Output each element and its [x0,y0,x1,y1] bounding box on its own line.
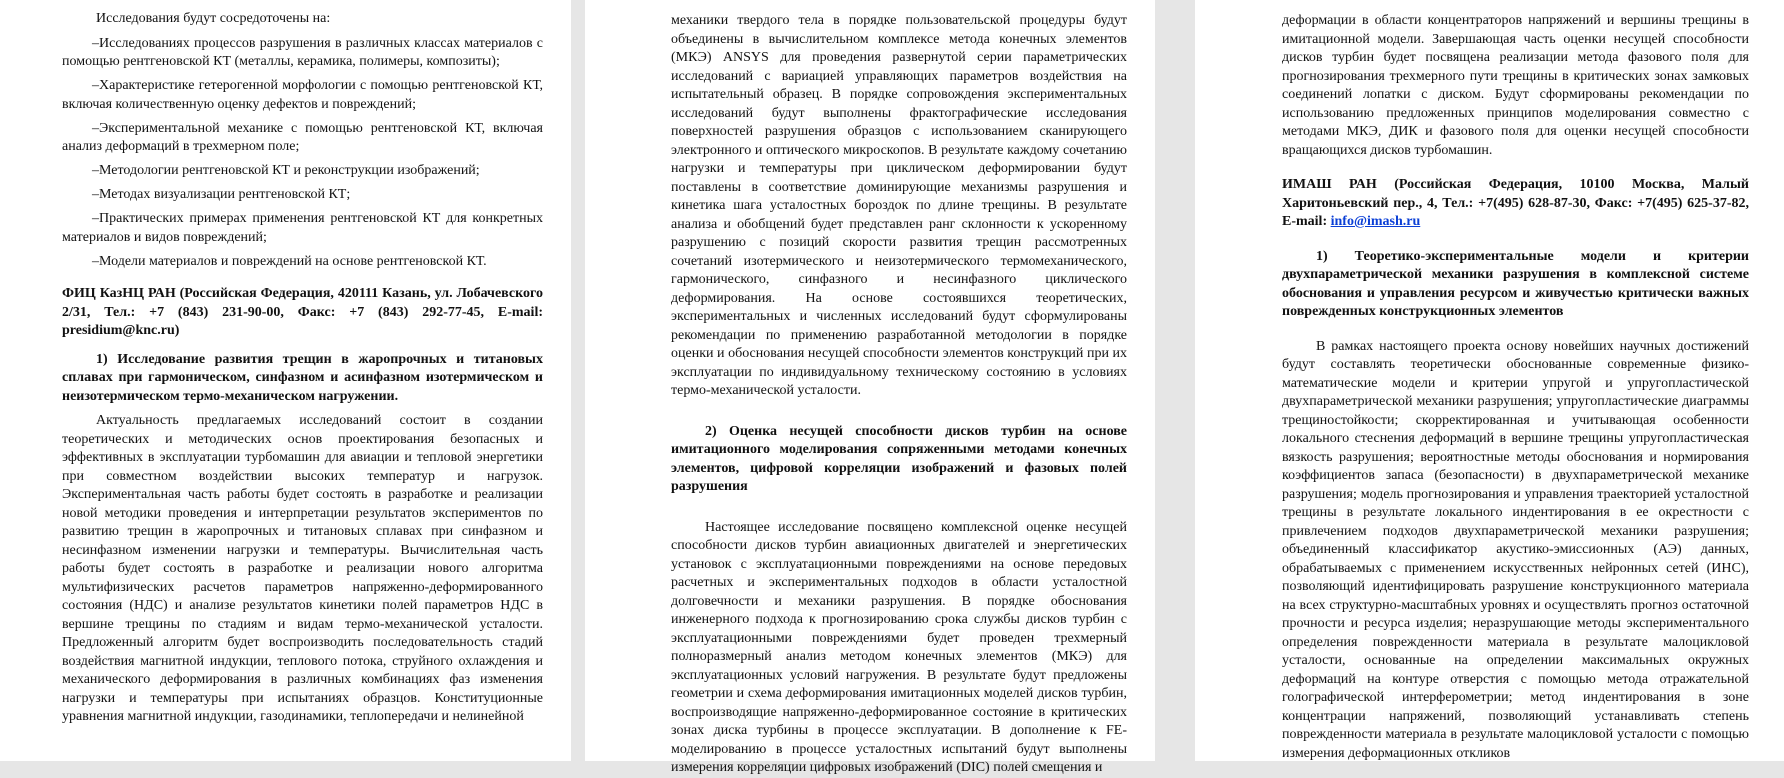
list-item: –Методологии рентгеновской КТ и реконструкции изображений; [92,163,480,179]
body-paragraph: Актуальность предлагаемых исследований состоит в создании теоретических и методических основ проектирования безопасных и эффективных в эксплуатации турбомашин для авиации и тепловой энергетики при совместном воздействии высоких температур и нагрузок. Экспериментальная часть работы будет состоять в разработке и реализации новой методики проведения и интерпретации результатов экспериментов по развитию трещин в жаропрочных и титановых сплавах при синфазном и несинфазном изменении нагрузки и температуры. Вычислительная часть работы будет состоять в разработке и реализации нового алгоритма мультифизических расчетов параметров напряженно-деформированного состояния (НДС) и анализе результатов кинетики полей параметров НДС в вершине трещины по стадиям и видам термо-механической усталости. Предложенный алгоритм будет воспроизводить последовательность стадий воздействия магнитной индукции, теплового потока, струйного охлаждения и механического деформирования в различных комбинациях фаз изменения нагрузки и температуры при испытаниях образцов. Конституционные уравнения магнитной индукции, газодинамики, теплопередачи и нелинейной [62,413,543,725]
body-paragraph: Настоящее исследование посвящено комплексной оценке несущей способности дисков турбин авиационных двигателей и энергетических установок с эксплуатационными повреждениями на основе передовых расчетных и экспериментальных подходов в области усталостной долговечности и механики разрушения. В порядке обоснования инженерного подхода к прогнозированию срока службы дисков турбин с эксплуатационными повреждениями будет проведен трехмерный полноразмерный анализ методом конечных элементов (МКЭ) для эксплуатационных условий нагружения. В результате будут предложены геометрии и схема деформирования имитационных моделей дисков турбин, воспроизводящие напряженно-деформированное состояние в критических зонах диска турбины в процессе эксплуатации. В дополнение к FE-моделированию в процессе усталостных испытаний будут выполнены измерения корреляции цифровых изображений (DIC) полей смещения и [671,519,1127,775]
spacer [1282,160,1749,176]
section-title: 1) Теоретико-экспериментальные модели и критерии двухпараметрической механики разрушения в комплексной системе обоснования и управления ресурсом и живучестью критически важных поврежденных конструкционных элементов [1282,248,1749,319]
body-paragraph: механики твердого тела в порядке пользовательской процедуры будут объединены в вычислительном комплексе метода конечных элементов (МКЭ) ANSYS для проведения развернутой серии параметрических исследований с вариацией управляющих параметров воздействия на испытательный образец. В порядке сопровождения экспериментальных исследований будут выполнены фрактографические исследования поверхностей разрушения образцов с использованием сканирующего электронного и оптического микроскопов. В результате каждому сочетанию нагрузки и температуры при циклическом деформировании будут поставлены в соответствие доминирующие механизмы разрушения и кинетика шага усталостных бороздок по длине трещины. В результате анализа и обобщений будет представлен ранг склонности к ускоренному разрушению с позиций скорости развития трещин рассмотренных сочетаний изотермического и неизотермического термомеханического, гармонического, синфазного и несинфазного циклического деформирования. На основе состоявшихся теоретических, экспериментальных и численных исследований будут сформулированы рекомендации по применению разработанной методологии в порядке оценки и обоснования несущей способности элементов конструкций при их эксплуатации по индивидуальному техническому состоянию в условиях термо-механической усталости. [671,13,1127,398]
section-title: 2) Оценка несущей способности дисков турбин на основе имитационного моделирования сопряженными методами конечных элементов, цифровой корреляции изображений и фазовых полей разрушения [671,423,1127,494]
organization-header: ФИЦ КазНЦ РАН (Российская Федерация, 420111 Казань, ул. Лобачевского 2/31, Тел.: +7 (843) 231-90-00, Факс: +7 (843) 292-77-45, E-mail: presidium@knc.ru) [62,286,543,339]
spacer [671,497,1127,519]
body-paragraph: деформации в области концентраторов напряжений и вершины трещины в имитационной модели. Завершающая часть оценки несущей способности дисков турбин будет посвящена реализации метода фазового поля для прогнозирования трехмерного пути трещины в критических зонах замковых соединений лопатки с диском. Будут сформированы рекомендации по использованию предложенных принципов моделирования совместно с методами МКЭ, ДИК и фазового поля для оценки несущей способности вращающихся дисков турбомашин. [1282,13,1749,158]
list-item: –Экспериментальной механике с помощью рентгеновской КТ, включая анализ деформаций в трехмерном поле; [62,120,543,155]
spacer [62,277,543,285]
spacer [671,401,1127,423]
list-item: –Исследованиях процессов разрушения в различных классах материалов с помощью рентгеновской КТ (металлы, керамика, полимеры, композиты); [62,35,543,69]
spacer [1282,232,1749,248]
intro-line: Исследования будут сосредоточены на: [96,11,331,26]
list-item: –Модели материалов и повреждений на основе рентгеновской КТ. [92,254,487,270]
organization-header-text: ИМАШ РАН (Российская Федерация, 10100 Москва, Малый Харитоньевский пер., 4, Тел.: +7(495) 628-87-30, Факс: +7(495) 625-37-82, E-mail: [1282,177,1749,229]
spacer [1282,322,1749,338]
document-page-1 [0,0,571,761]
list-item: –Характеристике гетерогенной морфологии с помощью рентгеновской КТ, включая количественную оценку дефектов и повреждений; [62,78,543,112]
list-item: –Методах визуализации рентгеновской КТ; [92,187,351,203]
organization-header [1282,176,1749,232]
spacer [62,341,543,351]
document-page-3 [1195,0,1784,761]
email-link[interactable]: info@imash.ru [1330,214,1421,229]
document-page-2 [585,0,1155,775]
list-item: –Практических примерах применения рентгеновской КТ для конкретных материалов и видов повреждений; [62,211,543,245]
section-title: 1) Исследование развития трещин в жаропрочных и титановых сплавах при гармоническом, синфазном и асинфазном изотермическом и неизотермическом термо-механическом нагружении. [62,351,543,404]
body-paragraph: В рамках настоящего проекта основу новейших научных достижений будут составлять теоретически обоснованные современные физико-математические модели и критерии упругой и упругопластической двухпараметрической механики разрушения; упругопластические диаграммы трещиностойкости; скорректированная и учитывающая особенности локального стеснения деформаций в вершине трещины упругопластическая вязкость разрушения; вероятностные методы обоснования и нормирования коэффициентов запаса (безопасности) в двухпараметрической механике разрушения; модель прогнозирования и управления траекторией усталостной трещины в результате локального индентирования в ее окрестности с привлечением подходов двухпараметрической механики разрушения; объединенный классификатор акустико-эмиссионных (АЭ) данных, обрабатываемых с применением искусственных нейронных сетей (ИНС), позволяющий идентифицировать разрушение конструкционного материала на всех структурно-масштабных уровнях и осуществлять прогноз остаточной прочности и ресурса изделия; неразрушающие методы экспериментального определения поврежденности материала в результате малоцикловой усталости, основанные на определении максимальных окружных деформаций на контуре отверстия с помощью метода отражательной голографической интерферометрии; метод индентирования в зоне концентрации напряжений, позволяющий устанавливать степень поврежденности материала в результате малоцикловой усталости с помощью измерения деформационных откликов [1282,338,1749,761]
